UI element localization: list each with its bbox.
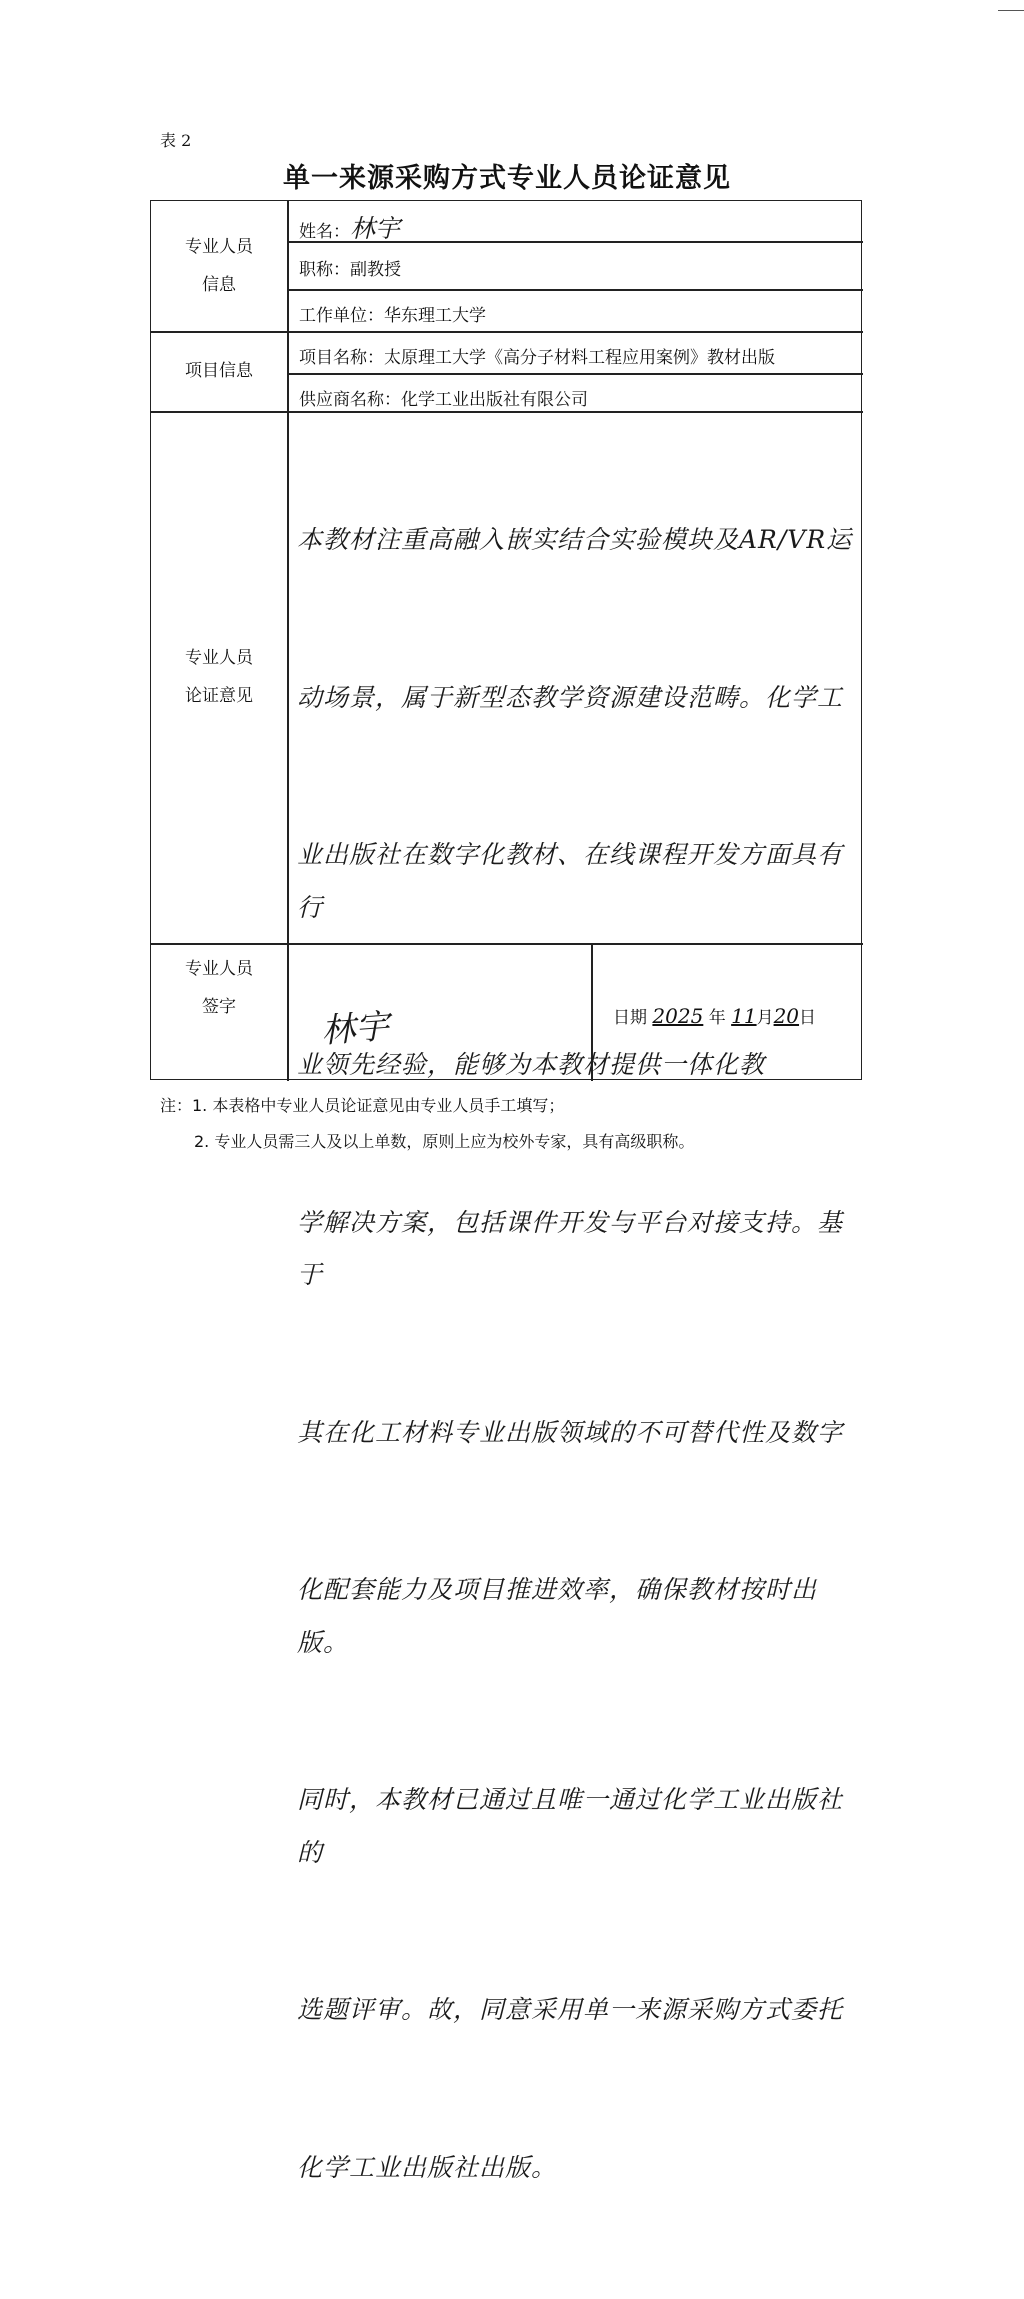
opinion-line: 本教材注重高融入嵌实结合实验模块及AR/VR运 (297, 525, 853, 554)
title-field: 职称：副教授 (299, 260, 401, 280)
signature-label: 专业人员 签字 (185, 959, 253, 1017)
row-divider (287, 289, 863, 291)
name-handwritten: 林宇 (350, 214, 401, 243)
scan-edge-mark (998, 10, 1024, 11)
opinion-line: 动场景，属于新型态教学资源建设范畴。化学工 (297, 682, 844, 712)
row-divider (287, 373, 863, 375)
footnote-1: 注：1. 本表格中专业人员论证意见由专业人员手工填写； (160, 1096, 565, 1115)
opinion-line: 业出版社在数字化教材、在线课程开发方面具有行 (297, 840, 844, 922)
expert-info-label: 专业人员 信息 (185, 237, 253, 295)
name-field: 姓名：林宇 (299, 214, 401, 243)
footnote-2: 2. 专业人员需三人及以上单数，原则上应为校外专家，具有高级职称。 (194, 1132, 695, 1151)
date-day: 20 (773, 1004, 800, 1028)
unit-field: 工作单位：华东理工大学 (299, 306, 486, 326)
project-name-field: 项目名称：太原理工大学《高分子材料工程应用案例》教材出版 (299, 348, 775, 368)
date-month: 11 (731, 1004, 757, 1028)
project-info-label: 项目信息 (185, 361, 253, 381)
column-divider (287, 201, 289, 1081)
table-number: 表 2 (160, 131, 192, 150)
signature-date: 日期 2025 年 11月20日 (613, 1004, 817, 1028)
signature-handwritten: 林宇 (319, 1006, 391, 1052)
date-year: 2025 (652, 1004, 704, 1028)
opinion-label: 专业人员 论证意见 (185, 648, 253, 706)
opinion-line: 其在化工材料专业出版领域的不可替代性及数字 (297, 1417, 844, 1447)
footnotes (160, 1088, 694, 1160)
page-title: 单一来源采购方式专业人员论证意见 (283, 163, 731, 194)
opinion-line: 选题评审。故，同意采用单一来源采购方式委托 (297, 1995, 844, 2024)
opinion-line: 化配套能力及项目推进效率，确保教材按时出版。 (297, 1575, 818, 1657)
opinion-line: 化学工业出版社出版。 (297, 2152, 558, 2182)
opinion-line: 同时，本教材已通过且唯一通过化学工业出版社的 (297, 1785, 844, 1867)
opinion-line: 业领先经验，能够为本教材提供一体化教 (297, 1050, 766, 1079)
supplier-field: 供应商名称：化学工业出版社有限公司 (299, 390, 588, 410)
handwritten-opinion (297, 409, 857, 2299)
opinion-line: 学解决方案，包括课件开发与平台对接支持。基于 (297, 1207, 844, 1289)
